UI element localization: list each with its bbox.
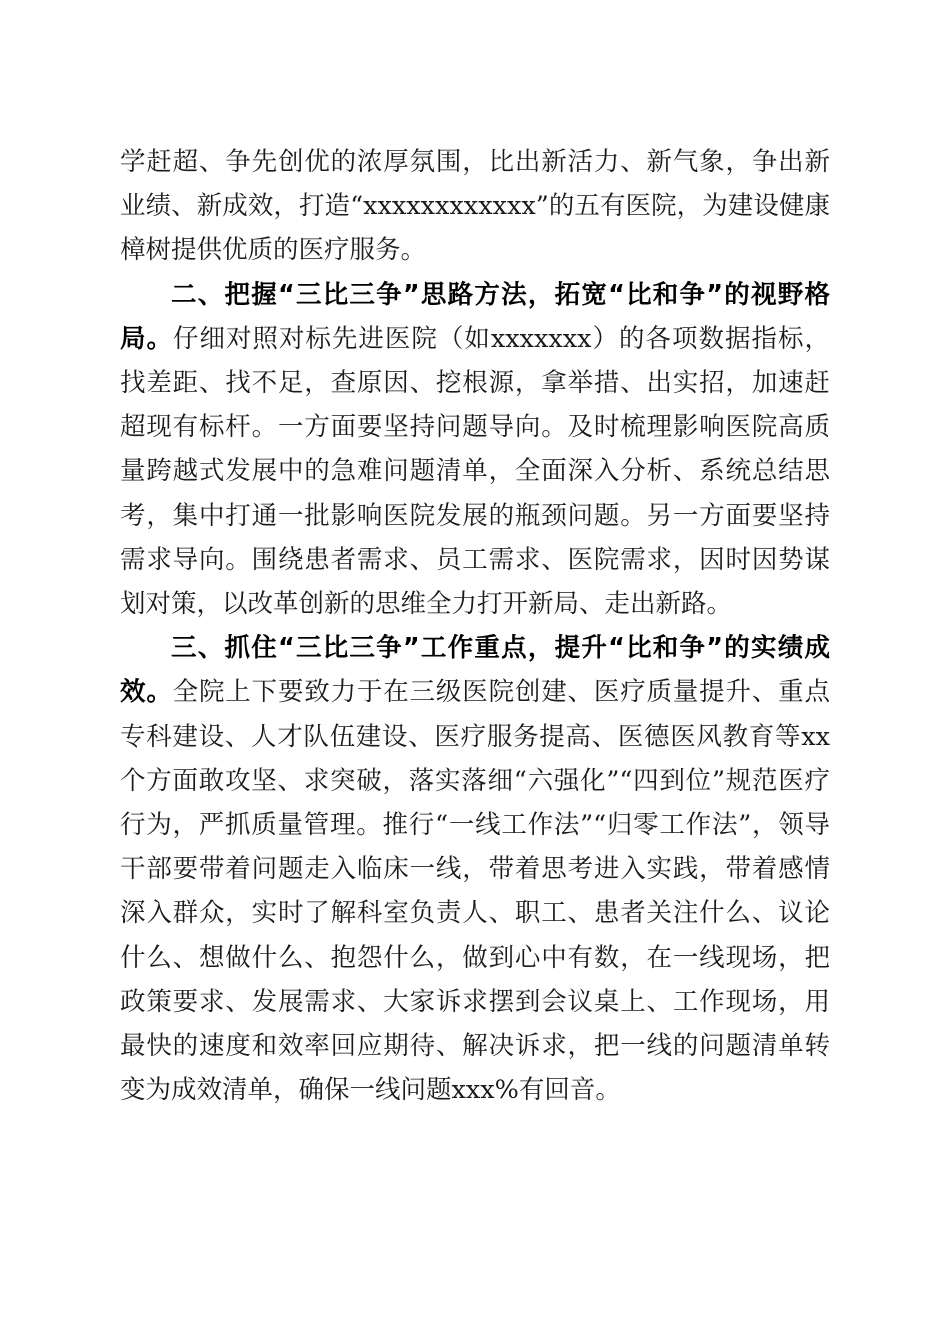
paragraph-section-three xyxy=(120,626,830,1112)
paragraph-body: 学赶超、争先创优的浓厚氛围，比出新活力、新气象，争出新业绩、新成效，打造“xxxxxxxxxxxx”的五有医院，为建设健康樟树提供优质的医疗服务。 xyxy=(120,147,830,266)
paragraph-body: 全院上下要致力于在三级医院创建、医疗质量提升、重点专科建设、人才队伍建设、医疗服务提高、医德医风教育等xx个方面敢攻坚、求突破，落实落细“六强化”“四到位”规范医疗行为，严抓质量管理。推行“一线工作法”“归零工作法”，领导干部要带着问题走入临床一线，带着思考进入实践，带着感情深入群众，实时了解科室负责人、职工、患者关注什么、议论什么、想做什么、抱怨什么，做到心中有数，在一线现场，把政策要求、发展需求、大家诉求摆到会议桌上、工作现场，用最快的速度和效率回应期待、解决诉求，把一线的问题清单转变为成效清单，确保一线问题xxx%有回音。 xyxy=(120,677,830,1106)
paragraph-body: 仔细对照对标先进医院（如xxxxxxx）的各项数据指标，找差距、找不足，查原因、挖根源，拿举措、出实招，加速赶超现有标杆。一方面要坚持问题导向。及时梳理影响医院高质量跨越式发展中的急难问题清单，全面深入分析、系统总结思考，集中打通一批影响医院发展的瓶颈问题。另一方面要坚持需求导向。围绕患者需求、员工需求、医院需求，因时因势谋划对策，以改革创新的思维全力打开新局、走出新路。 xyxy=(120,323,830,620)
section-heading: 三、抓住“三比三争”工作重点，提升“比和争”的实绩成效。 xyxy=(120,633,830,708)
section-heading: 二、把握“三比三争”思路方法，拓宽“比和争”的视野格局。 xyxy=(120,279,830,354)
paragraph-continuation xyxy=(120,140,830,273)
paragraph-section-two xyxy=(120,273,830,627)
body-text xyxy=(120,140,830,1112)
